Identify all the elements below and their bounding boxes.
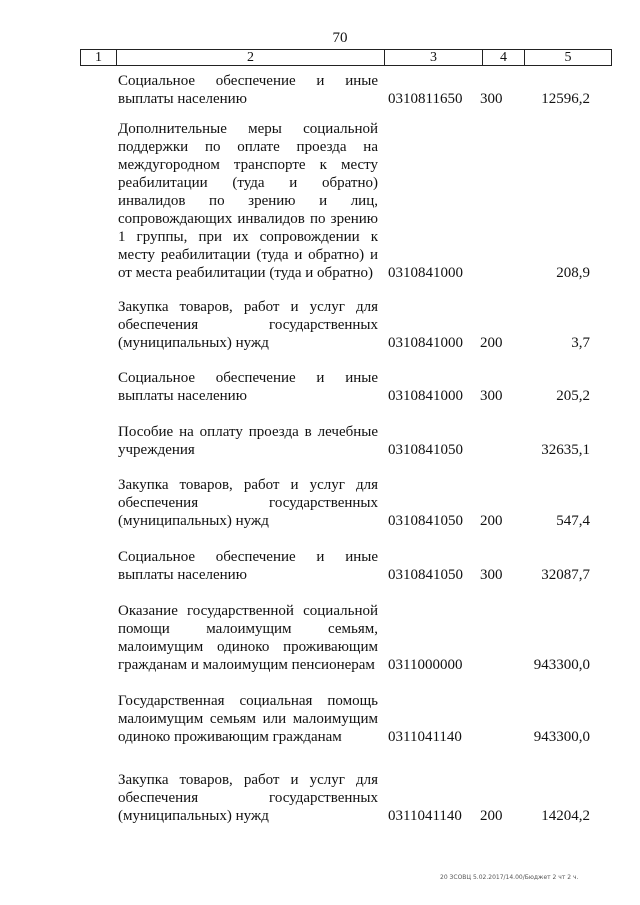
- row-code: 0310841000: [388, 335, 463, 351]
- row-description: Социальное обеспечение и иные выплаты населению: [118, 549, 378, 583]
- row-description: Социальное обеспечение и иные выплаты населению: [118, 370, 378, 404]
- row-amount: 205,2: [556, 388, 590, 404]
- row-code: 0311041140: [388, 729, 462, 745]
- row-amount: 32087,7: [541, 567, 590, 583]
- row-code: 0310841000: [388, 388, 463, 404]
- row-kind: 300: [480, 567, 503, 583]
- row-amount: 547,4: [556, 513, 590, 529]
- table-row: [80, 68, 612, 108]
- row-amount: 32635,1: [541, 442, 590, 458]
- row-code: 0310841050: [388, 513, 463, 529]
- table-row: [80, 405, 612, 459]
- row-code: 0310811650: [388, 91, 463, 107]
- row-code: 0310841050: [388, 442, 463, 458]
- table-row: [80, 108, 612, 282]
- row-kind: 200: [480, 808, 503, 824]
- table-row: [80, 584, 612, 674]
- row-amount: 208,9: [556, 265, 590, 281]
- row-description: Государственная социальная помощь малоимущим семьям или малоимущим одиноко проживающим гражданам: [118, 693, 378, 745]
- row-code: 0311041140: [388, 808, 462, 824]
- row-description: Социальное обеспечение и иные выплаты населению: [118, 73, 378, 107]
- table-row: [80, 530, 612, 584]
- header-col-5: 5: [564, 50, 572, 65]
- row-description: Пособие на оплату проезда в лечебные учреждения: [118, 424, 378, 458]
- footer-note: 20 ЗСОВЦ 5.02.2017/14.00/Бюджет 2 чт 2 ч.: [440, 874, 579, 881]
- row-description: Закупка товаров, работ и услуг для обеспечения государственных (муниципальных) нужд: [118, 299, 378, 351]
- row-description: Оказание государственной социальной помощи малоимущим семьям, малоимущим одиноко проживающим гражданам и малоимущим пенсионерам: [118, 603, 378, 673]
- row-amount: 3,7: [571, 335, 590, 351]
- row-description: Закупка товаров, работ и услуг для обеспечения государственных (муниципальных) нужд: [118, 477, 378, 529]
- row-kind: 200: [480, 335, 503, 351]
- row-kind: 300: [480, 91, 503, 107]
- table-row: [80, 459, 612, 530]
- table-row: [80, 352, 612, 405]
- row-amount: 12596,2: [541, 91, 590, 107]
- row-code: 0310841050: [388, 567, 463, 583]
- header-col-1: 1: [81, 50, 117, 65]
- table-row: [80, 674, 612, 746]
- row-kind: 300: [480, 388, 503, 404]
- row-amount: 943300,0: [533, 729, 590, 745]
- row-kind: 200: [480, 513, 503, 529]
- row-code: 0311000000: [388, 657, 463, 673]
- table-header: [80, 49, 612, 66]
- row-amount: 14204,2: [541, 808, 590, 824]
- row-description: Дополнительные меры социальной поддержки по оплате проезда на междугородном транспорте к месту реабилитации (туда и обратно) инвалидов по зрению и лиц, сопровождающих инвалидов по зрению 1 группы, при их сопровождении к месту реабилитации (туда и обратно) и от места реабилитации (туда и обратно): [118, 121, 378, 281]
- row-description: Закупка товаров, работ и услуг для обеспечения государственных (муниципальных) нужд: [118, 772, 378, 824]
- header-col-4: 4: [483, 50, 525, 65]
- row-amount: 943300,0: [533, 657, 590, 673]
- header-col-3: 3: [385, 50, 483, 65]
- table-row: [80, 282, 612, 352]
- header-col-2: 2: [117, 50, 385, 65]
- table-row: [80, 746, 612, 825]
- row-code: 0310841000: [388, 265, 463, 281]
- page-number: 70: [332, 30, 348, 46]
- table-body: [80, 68, 612, 825]
